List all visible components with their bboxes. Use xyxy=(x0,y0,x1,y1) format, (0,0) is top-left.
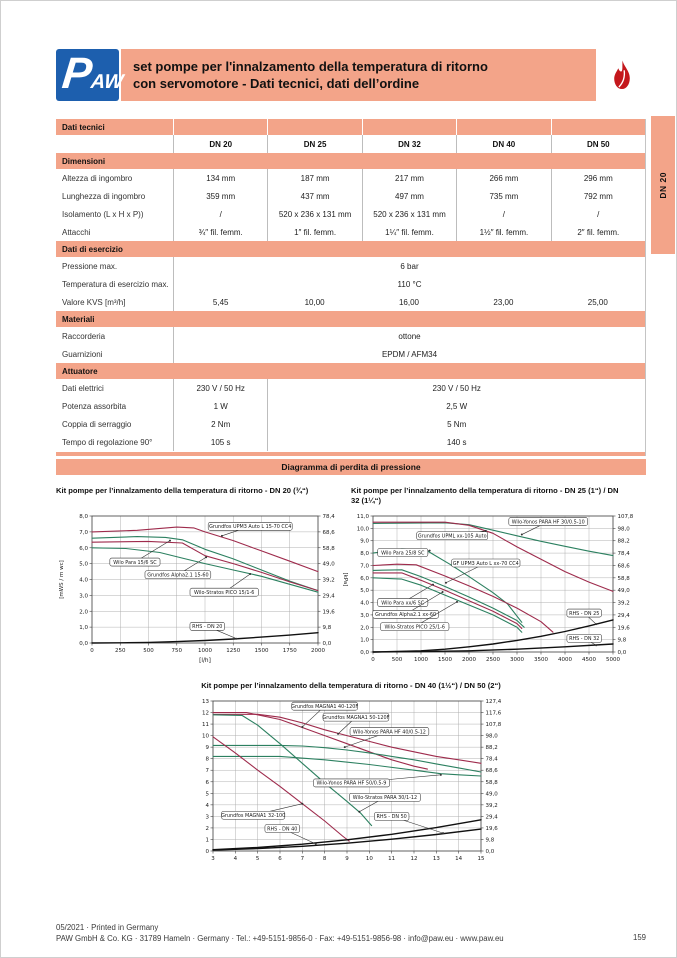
table-cell: 520 x 236 x 131 mm xyxy=(362,205,456,223)
svg-text:98,0: 98,0 xyxy=(617,526,630,533)
svg-text:49,0: 49,0 xyxy=(617,588,630,595)
svg-text:0: 0 xyxy=(205,849,209,855)
table-cell xyxy=(362,119,456,135)
svg-text:49,0: 49,0 xyxy=(322,561,335,568)
svg-text:78,4: 78,4 xyxy=(322,514,335,520)
svg-text:4: 4 xyxy=(205,802,209,809)
svg-text:11,0: 11,0 xyxy=(356,514,369,520)
table-cell xyxy=(56,135,173,153)
svg-text:3: 3 xyxy=(205,814,209,821)
svg-text:5: 5 xyxy=(205,791,209,798)
svg-text:Wilo Para 25/8 SC: Wilo Para 25/8 SC xyxy=(381,550,425,557)
table-cell xyxy=(173,119,267,135)
svg-text:68,6: 68,6 xyxy=(485,768,498,775)
table-cell: 359 mm xyxy=(173,187,267,205)
table-cell: 16,00 xyxy=(398,297,419,307)
table-cell: Lunghezza di ingombro xyxy=(62,191,146,201)
table-cell: 23,00 xyxy=(493,297,514,307)
svg-text:RHS - DN 20: RHS - DN 20 xyxy=(192,624,223,631)
svg-text:500: 500 xyxy=(143,648,154,654)
svg-text:0,0: 0,0 xyxy=(360,650,369,656)
svg-text:88,2: 88,2 xyxy=(485,745,498,752)
svg-text:Wilo-Stratos PARA 30/1-12: Wilo-Stratos PARA 30/1-12 xyxy=(352,795,418,802)
svg-text:19,6: 19,6 xyxy=(322,609,335,616)
svg-text:GF UPM3 Auto L xx-70 CC4: GF UPM3 Auto L xx-70 CC4 xyxy=(452,560,519,567)
svg-text:3,0: 3,0 xyxy=(360,612,369,619)
svg-text:19,6: 19,6 xyxy=(485,825,498,832)
svg-text:88,2: 88,2 xyxy=(617,538,630,545)
svg-text:127,4: 127,4 xyxy=(485,699,502,705)
page-footer xyxy=(56,922,504,945)
table-cell: 2 Nm xyxy=(173,415,267,433)
table-row xyxy=(56,379,645,397)
svg-text:1250: 1250 xyxy=(226,648,241,654)
svg-text:Wilo Para xx/6 SC: Wilo Para xx/6 SC xyxy=(381,600,425,607)
svg-text:10,0: 10,0 xyxy=(356,526,369,533)
page-title-line2: con servomotore - Dati tecnici, dati dell’ordine xyxy=(133,76,420,91)
svg-text:Grundfos MAGNA1 40-120F: Grundfos MAGNA1 40-120F xyxy=(291,703,359,710)
svg-text:Grundfos UPML xx-105 Auto: Grundfos UPML xx-105 Auto xyxy=(417,533,487,540)
table-cell: 25,00 xyxy=(587,297,608,307)
table-row xyxy=(56,433,645,451)
svg-text:19,6: 19,6 xyxy=(617,625,630,632)
table-cell: DN 40 xyxy=(456,135,550,153)
table-cell: 5 Nm xyxy=(267,415,645,433)
table-cell: Raccorderia xyxy=(62,331,106,341)
svg-text:1750: 1750 xyxy=(282,648,297,654)
paw-logo xyxy=(56,49,125,101)
svg-text:13: 13 xyxy=(202,699,209,705)
svg-text:29,4: 29,4 xyxy=(322,593,335,600)
svg-text:10: 10 xyxy=(365,856,373,862)
svg-text:3,0: 3,0 xyxy=(79,593,88,600)
page-title-line1: set pompe per l'innalzamento della temperatura di ritorno xyxy=(133,58,488,74)
svg-text:Grundfos Alpha2.1 15-60: Grundfos Alpha2.1 15-60 xyxy=(147,572,209,579)
diagram-section-header xyxy=(56,459,646,475)
table-cell: 792 mm xyxy=(551,187,645,205)
table-row xyxy=(56,327,645,345)
table-row xyxy=(56,223,645,241)
svg-text:Wilo-Yonos PARA HF 30/0.5-10: Wilo-Yonos PARA HF 30/0.5-10 xyxy=(511,519,585,526)
table-cell xyxy=(551,119,645,135)
svg-text:[l/h]: [l/h] xyxy=(199,658,211,664)
table-cell: 2,5 W xyxy=(267,397,645,415)
svg-text:7,0: 7,0 xyxy=(79,529,88,536)
svg-text:[kPa]: [kPa] xyxy=(342,572,348,587)
table-cell: 110 °C xyxy=(173,275,645,293)
svg-text:4,0: 4,0 xyxy=(79,577,88,584)
table-row xyxy=(56,275,645,293)
svg-text:1500: 1500 xyxy=(254,648,269,654)
table-cell: Attacchi xyxy=(62,227,91,237)
svg-text:RHS - DN 50: RHS - DN 50 xyxy=(376,814,407,821)
svg-text:68,6: 68,6 xyxy=(617,563,630,570)
svg-text:[mWS / m wc]: [mWS / m wc] xyxy=(59,560,65,599)
table-row xyxy=(56,345,645,363)
table-cell: DN 50 xyxy=(551,135,645,153)
svg-text:1,0: 1,0 xyxy=(79,625,88,632)
svg-text:5,0: 5,0 xyxy=(79,561,88,568)
svg-text:Wilo-Stratos PICO 15/1-6: Wilo-Stratos PICO 15/1-6 xyxy=(194,590,255,596)
svg-text:6,0: 6,0 xyxy=(79,545,88,552)
svg-text:8: 8 xyxy=(205,756,209,763)
svg-text:9,8: 9,8 xyxy=(617,637,627,644)
svg-text:3500: 3500 xyxy=(534,657,548,663)
table-cell: Materiali xyxy=(62,314,95,324)
svg-text:78,4: 78,4 xyxy=(485,756,498,763)
svg-text:9,8: 9,8 xyxy=(322,625,332,632)
svg-text:68,6: 68,6 xyxy=(322,529,335,536)
svg-text:7,0: 7,0 xyxy=(360,563,369,570)
table-cell: Dati di esercizio xyxy=(62,244,123,254)
table-cell: 230 V / 50 Hz xyxy=(267,379,645,397)
pressure-chart-dn25-dn32 xyxy=(351,509,646,672)
svg-text:1000: 1000 xyxy=(414,657,428,663)
table-cell: Dati tecnici xyxy=(62,122,105,132)
svg-text:4500: 4500 xyxy=(582,657,596,663)
svg-text:250: 250 xyxy=(115,648,126,654)
table-cell: / xyxy=(456,205,550,223)
svg-text:2,0: 2,0 xyxy=(360,625,369,632)
title-bar xyxy=(121,49,596,101)
svg-text:29,4: 29,4 xyxy=(617,612,630,619)
svg-text:Grundfos UPM3 Auto L 15-70 CC4: Grundfos UPM3 Auto L 15-70 CC4 xyxy=(209,524,292,531)
table-row xyxy=(56,257,645,275)
svg-text:Wilo-Yonos PARA HF 50/0.5-9: Wilo-Yonos PARA HF 50/0.5-9 xyxy=(316,780,387,787)
svg-text:0: 0 xyxy=(90,648,94,654)
footer-date-line: 05/2021 · Printed in Germany xyxy=(56,923,159,932)
section-row xyxy=(56,363,645,379)
svg-text:0,0: 0,0 xyxy=(485,849,495,855)
table-row xyxy=(56,205,645,223)
svg-text:13: 13 xyxy=(432,856,440,862)
svg-text:RHS - DN 40: RHS - DN 40 xyxy=(267,826,298,833)
chart-col-dn40-dn50 xyxy=(56,681,646,871)
svg-text:Grundfos MAGNA1 32-100: Grundfos MAGNA1 32-100 xyxy=(221,813,286,820)
svg-text:2500: 2500 xyxy=(486,657,500,663)
table-cell: 1 W xyxy=(173,397,267,415)
svg-text:2000: 2000 xyxy=(311,648,325,654)
table-row xyxy=(56,169,645,187)
spec-table xyxy=(56,119,646,456)
table-cell: Dimensioni xyxy=(62,156,106,166)
svg-text:58,8: 58,8 xyxy=(485,779,498,786)
table-row xyxy=(56,119,645,135)
svg-text:4: 4 xyxy=(233,856,238,862)
dn-side-tab xyxy=(651,116,675,254)
table-cell: ottone xyxy=(173,327,645,345)
svg-text:750: 750 xyxy=(171,648,182,654)
svg-text:49,0: 49,0 xyxy=(485,791,498,798)
svg-text:6: 6 xyxy=(205,779,209,786)
svg-text:Wilo-Stratos PICO 25/1-6: Wilo-Stratos PICO 25/1-6 xyxy=(384,624,445,631)
table-cell: DN 25 xyxy=(267,135,361,153)
svg-text:8,0: 8,0 xyxy=(360,551,369,558)
paw-logo-text: PAW xyxy=(59,49,125,98)
table-cell: DN 20 xyxy=(173,135,267,153)
footer-address-line: PAW GmbH & Co. KG · 31789 Hameln · Germany · Tel.: +49-5151-9856-0 · Fax: +49-5151-9856-98 · info@paw.eu · www.paw.eu xyxy=(56,934,504,944)
svg-text:4000: 4000 xyxy=(558,657,572,663)
svg-text:5,0: 5,0 xyxy=(360,588,369,595)
flame-icon xyxy=(609,58,635,92)
svg-text:Grundfos MAGNA1 50-120F: Grundfos MAGNA1 50-120F xyxy=(322,714,390,721)
table-cell: 497 mm xyxy=(362,187,456,205)
table-cell: 140 s xyxy=(267,433,645,451)
page-number: 159 xyxy=(632,933,646,942)
table-cell: 5,45 xyxy=(173,293,267,311)
table-cell: / xyxy=(551,205,645,223)
svg-text:58,8: 58,8 xyxy=(322,545,335,552)
table-row xyxy=(56,135,645,153)
table-cell: / xyxy=(173,205,267,223)
svg-text:RHS - DN 32: RHS - DN 32 xyxy=(569,636,600,643)
diagram-section-title: Diagramma di perdita di pressione xyxy=(281,462,421,472)
table-row xyxy=(56,415,645,433)
svg-text:107,8: 107,8 xyxy=(617,514,634,520)
pressure-chart-dn40-dn50 xyxy=(191,694,511,871)
table-cell: 6 bar xyxy=(173,257,645,275)
svg-text:9,8: 9,8 xyxy=(485,837,495,844)
table-cell: 187 mm xyxy=(267,169,361,187)
chart-svg xyxy=(351,509,643,667)
svg-text:0: 0 xyxy=(371,657,375,663)
svg-text:9: 9 xyxy=(205,745,209,752)
table-cell: 217 mm xyxy=(362,169,456,187)
table-cell: 134 mm xyxy=(173,169,267,187)
chart-svg xyxy=(56,509,348,667)
pressure-chart-dn20 xyxy=(56,509,351,672)
svg-text:5: 5 xyxy=(255,856,260,862)
table-cell: 1″ fil. femm. xyxy=(267,223,361,241)
svg-text:9,0: 9,0 xyxy=(360,538,369,545)
svg-text:0,0: 0,0 xyxy=(79,641,88,647)
svg-text:2000: 2000 xyxy=(462,657,476,663)
table-cell: 296 mm xyxy=(551,169,645,187)
table-cell: Valore KVS [m³/h] xyxy=(62,297,126,307)
svg-text:58,8: 58,8 xyxy=(617,575,630,582)
svg-text:2,0: 2,0 xyxy=(79,609,88,616)
table-row xyxy=(56,397,645,415)
svg-text:1,0: 1,0 xyxy=(360,637,369,644)
svg-text:500: 500 xyxy=(391,657,403,663)
chart-svg xyxy=(191,694,511,866)
section-row xyxy=(56,153,645,169)
section-row xyxy=(56,241,645,257)
table-cell: Attuatore xyxy=(62,366,98,376)
flame-icon-box xyxy=(598,49,646,101)
chart-title-dn40-dn50: Kit pompe per l’innalzamento della temperatura di ritorno - DN 40 (1½“) / DN 50 (2“) xyxy=(201,681,501,690)
table-cell: Guarnizioni xyxy=(62,349,103,359)
table-cell xyxy=(267,119,361,135)
svg-text:78,4: 78,4 xyxy=(617,551,630,558)
chart-title-dn25-dn32: Kit pompe per l’innalzamento della temperatura di ritorno - DN 25 (1“) / DN 32 (1¼“) xyxy=(351,486,619,505)
table-cell: 520 x 236 x 131 mm xyxy=(267,205,361,223)
svg-text:15: 15 xyxy=(477,856,485,862)
table-cell: Temperatura di esercizio max. xyxy=(62,279,169,289)
table-cell: 1¼″ fil. femm. xyxy=(362,223,456,241)
svg-text:29,4: 29,4 xyxy=(485,814,498,821)
table-row xyxy=(56,187,645,205)
page-header xyxy=(56,49,646,101)
svg-text:1500: 1500 xyxy=(438,657,452,663)
table-cell xyxy=(456,119,550,135)
svg-text:0,0: 0,0 xyxy=(617,650,627,656)
table-cell: DN 32 xyxy=(362,135,456,153)
table-cell: Tempo di regolazione 90° xyxy=(62,437,153,447)
chart-col-dn20 xyxy=(56,486,351,672)
svg-text:1: 1 xyxy=(205,837,209,844)
table-cell: Coppia di serraggio xyxy=(62,419,132,429)
table-cell: 437 mm xyxy=(267,187,361,205)
svg-text:117,6: 117,6 xyxy=(485,710,502,717)
svg-text:11: 11 xyxy=(202,722,209,729)
table-cell: 735 mm xyxy=(456,187,550,205)
table-cell: Dati elettrici xyxy=(62,383,104,393)
table-cell: EPDM / AFM34 xyxy=(173,345,645,363)
table-cell: Potenza assorbita xyxy=(62,401,127,411)
svg-text:Grundfos Alpha2.1 xx-60: Grundfos Alpha2.1 xx-60 xyxy=(375,612,437,619)
table-bottom-strip xyxy=(56,452,645,456)
table-cell: 230 V / 50 Hz xyxy=(173,379,267,397)
svg-text:7: 7 xyxy=(205,768,209,775)
svg-text:6,0: 6,0 xyxy=(360,575,369,582)
svg-text:39,2: 39,2 xyxy=(322,577,335,584)
svg-text:3: 3 xyxy=(211,856,215,862)
table-cell: Altezza di ingombro xyxy=(62,173,133,183)
svg-text:12: 12 xyxy=(202,710,209,717)
table-cell: 266 mm xyxy=(456,169,550,187)
svg-text:Wilo Para 15/6 SC: Wilo Para 15/6 SC xyxy=(113,559,157,566)
svg-text:0,0: 0,0 xyxy=(322,641,332,647)
dn-side-tab-label: DN 20 xyxy=(658,171,668,199)
table-cell: ¾″ fil. femm. xyxy=(173,223,267,241)
svg-text:5000: 5000 xyxy=(606,657,620,663)
svg-text:RHS - DN 25: RHS - DN 25 xyxy=(569,610,600,617)
table-cell: 105 s xyxy=(173,433,267,451)
svg-text:39,2: 39,2 xyxy=(617,600,630,607)
svg-text:107,8: 107,8 xyxy=(485,722,502,729)
svg-text:4,0: 4,0 xyxy=(360,600,369,607)
table-cell: Pressione max. xyxy=(62,261,118,271)
table-cell: Isolamento (L x H x P)) xyxy=(62,209,144,219)
svg-text:7: 7 xyxy=(300,856,305,862)
svg-text:3000: 3000 xyxy=(510,657,524,663)
section-row xyxy=(56,311,645,327)
svg-text:Wilo-Yonos PARA HF 40/0.5-12: Wilo-Yonos PARA HF 40/0.5-12 xyxy=(352,729,426,736)
chart-col-dn25-dn32 xyxy=(351,486,646,672)
svg-text:98,0: 98,0 xyxy=(485,733,498,740)
table-cell: 2″ fil. femm. xyxy=(551,223,645,241)
svg-text:2: 2 xyxy=(205,825,209,832)
svg-text:10: 10 xyxy=(202,733,209,740)
table-row xyxy=(56,293,645,311)
svg-text:12: 12 xyxy=(410,856,418,862)
svg-text:14: 14 xyxy=(455,856,463,862)
table-cell: 1½″ fil. femm. xyxy=(456,223,550,241)
charts-row xyxy=(56,486,646,672)
svg-text:1000: 1000 xyxy=(198,648,212,654)
table-cell: 10,00 xyxy=(304,297,325,307)
svg-text:8,0: 8,0 xyxy=(79,514,88,520)
svg-text:39,2: 39,2 xyxy=(485,802,498,809)
svg-text:9: 9 xyxy=(345,856,349,862)
svg-text:6: 6 xyxy=(278,856,282,862)
chart-title-dn20: Kit pompe per l’innalzamento della temperatura di ritorno - DN 20 (¾“) xyxy=(56,486,309,495)
svg-text:8: 8 xyxy=(322,856,327,862)
svg-text:11: 11 xyxy=(388,856,396,862)
